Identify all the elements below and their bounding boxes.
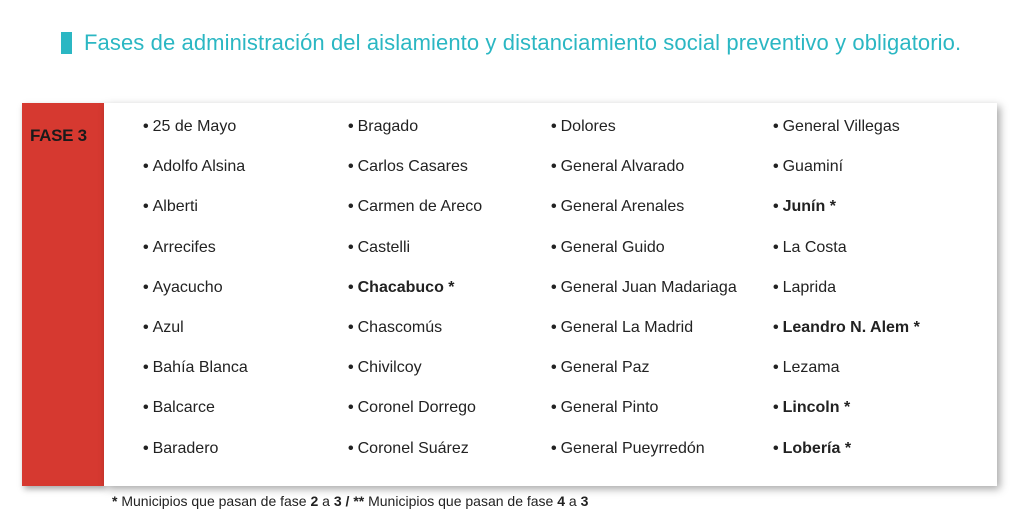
municipality-item: • Leandro N. Alem * [773,317,920,357]
municipality-item: • Carmen de Areco [348,196,482,236]
municipality-item: • Alberti [143,196,248,236]
municipality-item: • Chacabuco * [348,277,482,317]
municipality-item: • Baradero [143,438,248,478]
footnote [112,493,588,509]
footnote-separator: / [341,493,354,509]
municipality-item: • Adolfo Alsina [143,156,248,196]
municipality-item: • Castelli [348,237,482,277]
municipality-column-3 [551,116,737,478]
municipality-item: • General La Madrid [551,317,737,357]
municipality-item: • Guaminí [773,156,920,196]
phase-label: FASE 3 [30,126,87,145]
footnote-mark-2: ** [353,493,365,509]
municipality-item: • Lezama [773,357,920,397]
footnote-to-2: 3 [580,493,589,509]
footnote-a-2: a [565,493,581,509]
municipality-item: • Dolores [551,116,737,156]
footnote-from-2: 4 [557,493,566,509]
municipality-column-1 [143,116,248,478]
municipality-item: • General Juan Madariaga [551,277,737,317]
municipality-item: • General Arenales [551,196,737,236]
municipality-column-2 [348,116,482,478]
municipality-item: • General Pinto [551,397,737,437]
title-accent-bar [61,32,72,54]
page-title: Fases de administración del aislamiento y distanciamiento social preventivo y obligatorio. [84,30,962,55]
page-header [61,30,961,56]
municipality-item: • General Pueyrredón [551,438,737,478]
municipality-item: • Lincoln * [773,397,920,437]
municipality-item: • Bahía Blanca [143,357,248,397]
footnote-mark-1: * [112,493,118,509]
municipality-item: • Arrecifes [143,237,248,277]
footnote-to-1: 3 [333,493,342,509]
municipality-item: • General Guido [551,237,737,277]
municipality-item: • Laprida [773,277,920,317]
footnote-text-1: Municipios que pasan de fase [117,493,311,509]
municipality-item: • Bragado [348,116,482,156]
municipality-item: • Coronel Dorrego [348,397,482,437]
municipality-column-4 [773,116,920,478]
municipality-item: • Chivilcoy [348,357,482,397]
municipality-item: • Carlos Casares [348,156,482,196]
municipality-item: • General Alvarado [551,156,737,196]
municipality-item: • La Costa [773,237,920,277]
municipality-item: • Junín * [773,196,920,236]
municipality-item: • 25 de Mayo [143,116,248,156]
phase-side-panel [22,103,104,486]
municipality-item: • Coronel Suárez [348,438,482,478]
footnote-text-2: Municipios que pasan de fase [364,493,558,509]
municipality-item: • General Villegas [773,116,920,156]
municipality-item: • General Paz [551,357,737,397]
municipality-item: • Chascomús [348,317,482,357]
municipality-item: • Azul [143,317,248,357]
municipality-item: • Lobería * [773,438,920,478]
municipality-item: • Balcarce [143,397,248,437]
municipality-item: • Ayacucho [143,277,248,317]
footnote-from-1: 2 [310,493,319,509]
footnote-a-1: a [318,493,334,509]
